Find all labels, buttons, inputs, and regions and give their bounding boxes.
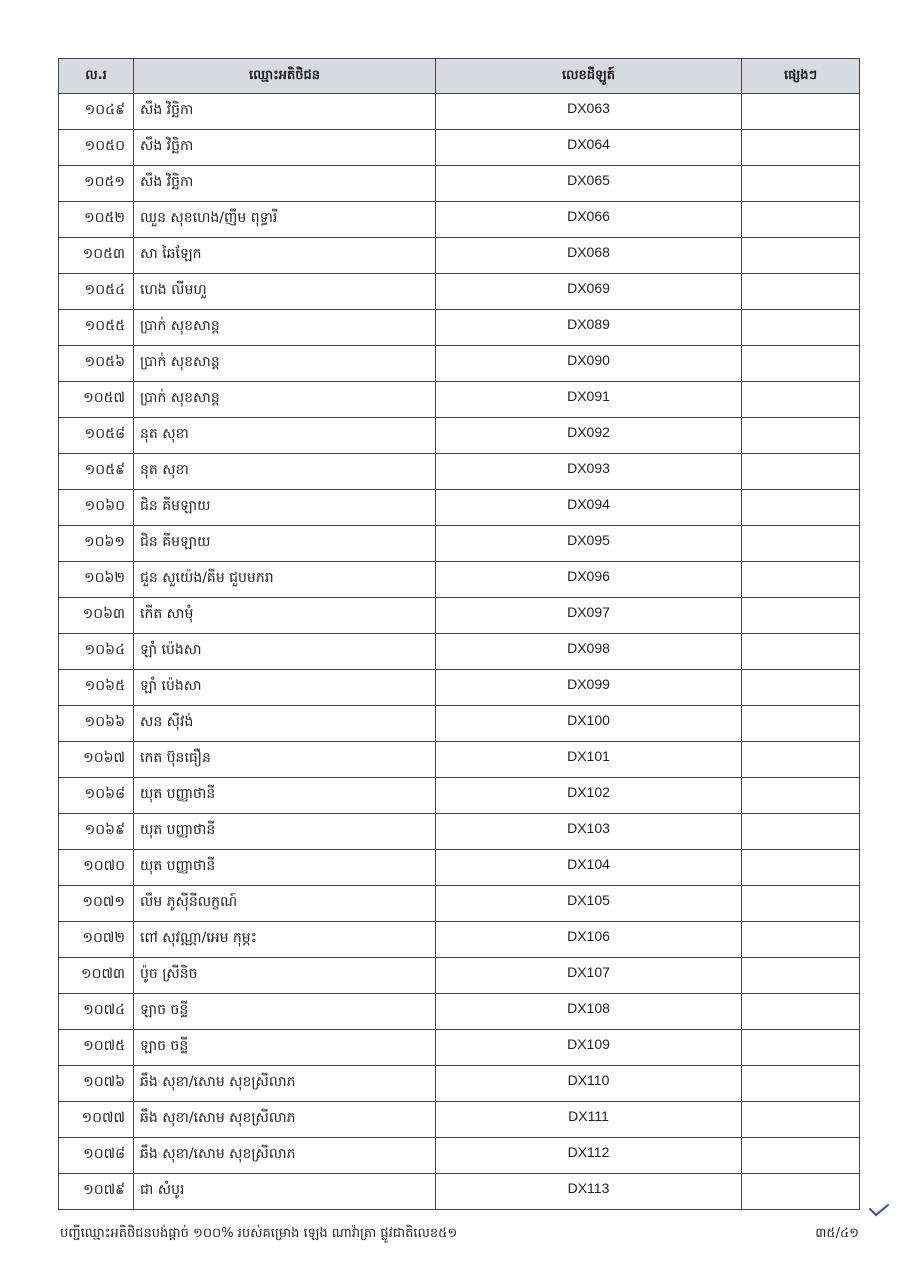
table-row [59, 706, 860, 742]
plot-number: DX066 [436, 202, 742, 238]
customer-name: ប្រាក់ សុខសាន្ត [134, 310, 436, 346]
other-note [742, 598, 860, 634]
row-number: ១០៦០ [59, 490, 134, 526]
other-note [742, 490, 860, 526]
table-row [59, 778, 860, 814]
customer-name: លឹម ភូស៊ីនីលក្ខណ៍ [134, 886, 436, 922]
customer-name: ឆឹង សុខា/សោម សុខស្រីលាភ [134, 1066, 436, 1102]
table-row [59, 1174, 860, 1210]
other-note [742, 418, 860, 454]
customer-name: នុត សុខា [134, 454, 436, 490]
row-number: ១០៧៦ [59, 1066, 134, 1102]
row-number: ១០៧៧ [59, 1102, 134, 1138]
table-row [59, 94, 860, 130]
row-number: ១០៦២ [59, 562, 134, 598]
table-row [59, 526, 860, 562]
plot-number: DX107 [436, 958, 742, 994]
row-number: ១០៦៩ [59, 814, 134, 850]
plot-number: DX099 [436, 670, 742, 706]
row-number: ១០៧៨ [59, 1138, 134, 1174]
row-number: ១០៦៣ [59, 598, 134, 634]
other-note [742, 634, 860, 670]
row-number: ១០៧៣ [59, 958, 134, 994]
row-number: ១០៧៩ [59, 1174, 134, 1210]
plot-number: DX110 [436, 1066, 742, 1102]
customer-name: នុត សុខា [134, 418, 436, 454]
customer-name: សា ឆៃឡែក [134, 238, 436, 274]
plot-number: DX106 [436, 922, 742, 958]
other-note [742, 94, 860, 130]
customer-name: សឹង វិច្ឆិកា [134, 166, 436, 202]
table-row [59, 238, 860, 274]
other-note [742, 274, 860, 310]
plot-number: DX102 [436, 778, 742, 814]
plot-number: DX105 [436, 886, 742, 922]
plot-number: DX093 [436, 454, 742, 490]
other-note [742, 238, 860, 274]
customer-name: យុត បញ្ញាថានី [134, 814, 436, 850]
table-row [59, 346, 860, 382]
table-row [59, 994, 860, 1030]
customer-name: យុត បញ្ញាថានី [134, 778, 436, 814]
plot-number: DX100 [436, 706, 742, 742]
customer-name: ឡាំ ប៉េងសា [134, 670, 436, 706]
other-note [742, 742, 860, 778]
table-row [59, 598, 860, 634]
row-number: ១០៥២ [59, 202, 134, 238]
other-note [742, 1138, 860, 1174]
table-row [59, 274, 860, 310]
table-row [59, 310, 860, 346]
row-number: ១០៦៥ [59, 670, 134, 706]
table-row [59, 166, 860, 202]
table-row [59, 490, 860, 526]
plot-number: DX065 [436, 166, 742, 202]
row-number: ១០៦៦ [59, 706, 134, 742]
other-note [742, 778, 860, 814]
row-number: ១០៦៨ [59, 778, 134, 814]
row-number: ១០៧៤ [59, 994, 134, 1030]
other-note [742, 886, 860, 922]
row-number: ១០៦៤ [59, 634, 134, 670]
plot-number: DX068 [436, 238, 742, 274]
plot-number: DX095 [436, 526, 742, 562]
table-row [59, 922, 860, 958]
plot-number: DX101 [436, 742, 742, 778]
plot-number: DX098 [436, 634, 742, 670]
table-row [59, 958, 860, 994]
other-note [742, 958, 860, 994]
table-row [59, 1066, 860, 1102]
customer-name: សន ស៊ីវង់ [134, 706, 436, 742]
header-customer-name: ឈ្មោះអតិថិជន [134, 59, 436, 94]
other-note [742, 670, 860, 706]
plot-number: DX094 [436, 490, 742, 526]
table-row [59, 454, 860, 490]
page-number: ៣៥/៤១ [815, 1226, 859, 1241]
other-note [742, 382, 860, 418]
plot-number: DX103 [436, 814, 742, 850]
other-note [742, 706, 860, 742]
table-row [59, 634, 860, 670]
other-note [742, 1102, 860, 1138]
footer-title: បញ្ជីឈ្មោះអតិថិជនបង់ផ្ដាច់ ១០០% របស់គម្រោង ឡេង ណាវ៉ាត្រា ផ្លូវជាតិលេខ៥១ [60, 1226, 458, 1241]
customer-name: ជួន សួយ៉េង/គីម ជួបមករា [134, 562, 436, 598]
table-row [59, 850, 860, 886]
row-number: ១០៧៥ [59, 1030, 134, 1066]
customer-name: ឡាច ចន្ទី [134, 994, 436, 1030]
customer-name: ឆឹង សុខា/សោម សុខស្រីលាភ [134, 1138, 436, 1174]
plot-number: DX091 [436, 382, 742, 418]
customer-name: ឡាំ ប៉េងសា [134, 634, 436, 670]
customer-name: ប្រាក់ សុខសាន្ត [134, 382, 436, 418]
plot-number: DX063 [436, 94, 742, 130]
other-note [742, 346, 860, 382]
other-note [742, 1030, 860, 1066]
row-number: ១០៥៦ [59, 346, 134, 382]
row-number: ១០៧២ [59, 922, 134, 958]
table-row [59, 1030, 860, 1066]
customer-name: ជិន គីមឡាយ [134, 526, 436, 562]
customer-name: សឹង វិច្ឆិកា [134, 130, 436, 166]
customer-name: ឆឹង សុខា/សោម សុខស្រីលាភ [134, 1102, 436, 1138]
row-number: ១០៥៤ [59, 274, 134, 310]
customer-name: ហេង លីមហួ [134, 274, 436, 310]
customer-name: ពៅ សុវណ្ណា/អេម កុម្ភះ [134, 922, 436, 958]
customer-name: សឹង វិច្ឆិកា [134, 94, 436, 130]
plot-number: DX111 [436, 1102, 742, 1138]
plot-number: DX090 [436, 346, 742, 382]
row-number: ១០៧០ [59, 850, 134, 886]
table-row [59, 202, 860, 238]
other-note [742, 454, 860, 490]
other-note [742, 310, 860, 346]
other-note [742, 166, 860, 202]
row-number: ១០៦៧ [59, 742, 134, 778]
customer-name: កេត ប៊ុនធឿន [134, 742, 436, 778]
plot-number: DX097 [436, 598, 742, 634]
customer-table [58, 58, 860, 1210]
plot-number: DX109 [436, 1030, 742, 1066]
customer-name: ឈួន សុខហេង/ញឹម ពុទ្ធារី [134, 202, 436, 238]
customer-name: ប្រាក់ សុខសាន្ត [134, 346, 436, 382]
table-row [59, 1138, 860, 1174]
row-number: ១០៥៨ [59, 418, 134, 454]
table-row [59, 130, 860, 166]
other-note [742, 1174, 860, 1210]
table-row [59, 1102, 860, 1138]
table-row [59, 742, 860, 778]
table-row [59, 382, 860, 418]
header-other: ផ្សេងៗ [742, 59, 860, 94]
other-note [742, 850, 860, 886]
row-number: ១០៥៩ [59, 454, 134, 490]
plot-number: DX104 [436, 850, 742, 886]
row-number: ១០៥០ [59, 130, 134, 166]
row-number: ១០៥៧ [59, 382, 134, 418]
plot-number: DX089 [436, 310, 742, 346]
other-note [742, 1066, 860, 1102]
plot-number: DX112 [436, 1138, 742, 1174]
row-number: ១០៥៣ [59, 238, 134, 274]
row-number: ១០៥៥ [59, 310, 134, 346]
plot-number: DX108 [436, 994, 742, 1030]
other-note [742, 130, 860, 166]
row-number: ១០៤៩ [59, 94, 134, 130]
table-row [59, 670, 860, 706]
customer-name: ឡាច ចន្ទី [134, 1030, 436, 1066]
other-note [742, 994, 860, 1030]
row-number: ១០៦១ [59, 526, 134, 562]
header-plot-number: លេខដីឡូត៍ [436, 59, 742, 94]
table-row [59, 814, 860, 850]
other-note [742, 526, 860, 562]
checkmark-icon [868, 1203, 890, 1219]
other-note [742, 922, 860, 958]
table-row [59, 562, 860, 598]
customer-name: កើត សាមុំ [134, 598, 436, 634]
other-note [742, 202, 860, 238]
page-footer [60, 1225, 859, 1244]
plot-number: DX069 [436, 274, 742, 310]
plot-number: DX096 [436, 562, 742, 598]
plot-number: DX064 [436, 130, 742, 166]
header-no: ល.រ [59, 59, 134, 94]
plot-number: DX092 [436, 418, 742, 454]
customer-name: ប៉ូច ស្រីនិច [134, 958, 436, 994]
customer-name: ជិន គីមឡាយ [134, 490, 436, 526]
customer-name: យុត បញ្ញាថានី [134, 850, 436, 886]
row-number: ១០៥១ [59, 166, 134, 202]
table-row [59, 886, 860, 922]
other-note [742, 814, 860, 850]
plot-number: DX113 [436, 1174, 742, 1210]
table-header-row [59, 59, 860, 94]
other-note [742, 562, 860, 598]
customer-name: ជា សំបូរ [134, 1174, 436, 1210]
table-row [59, 418, 860, 454]
row-number: ១០៧១ [59, 886, 134, 922]
